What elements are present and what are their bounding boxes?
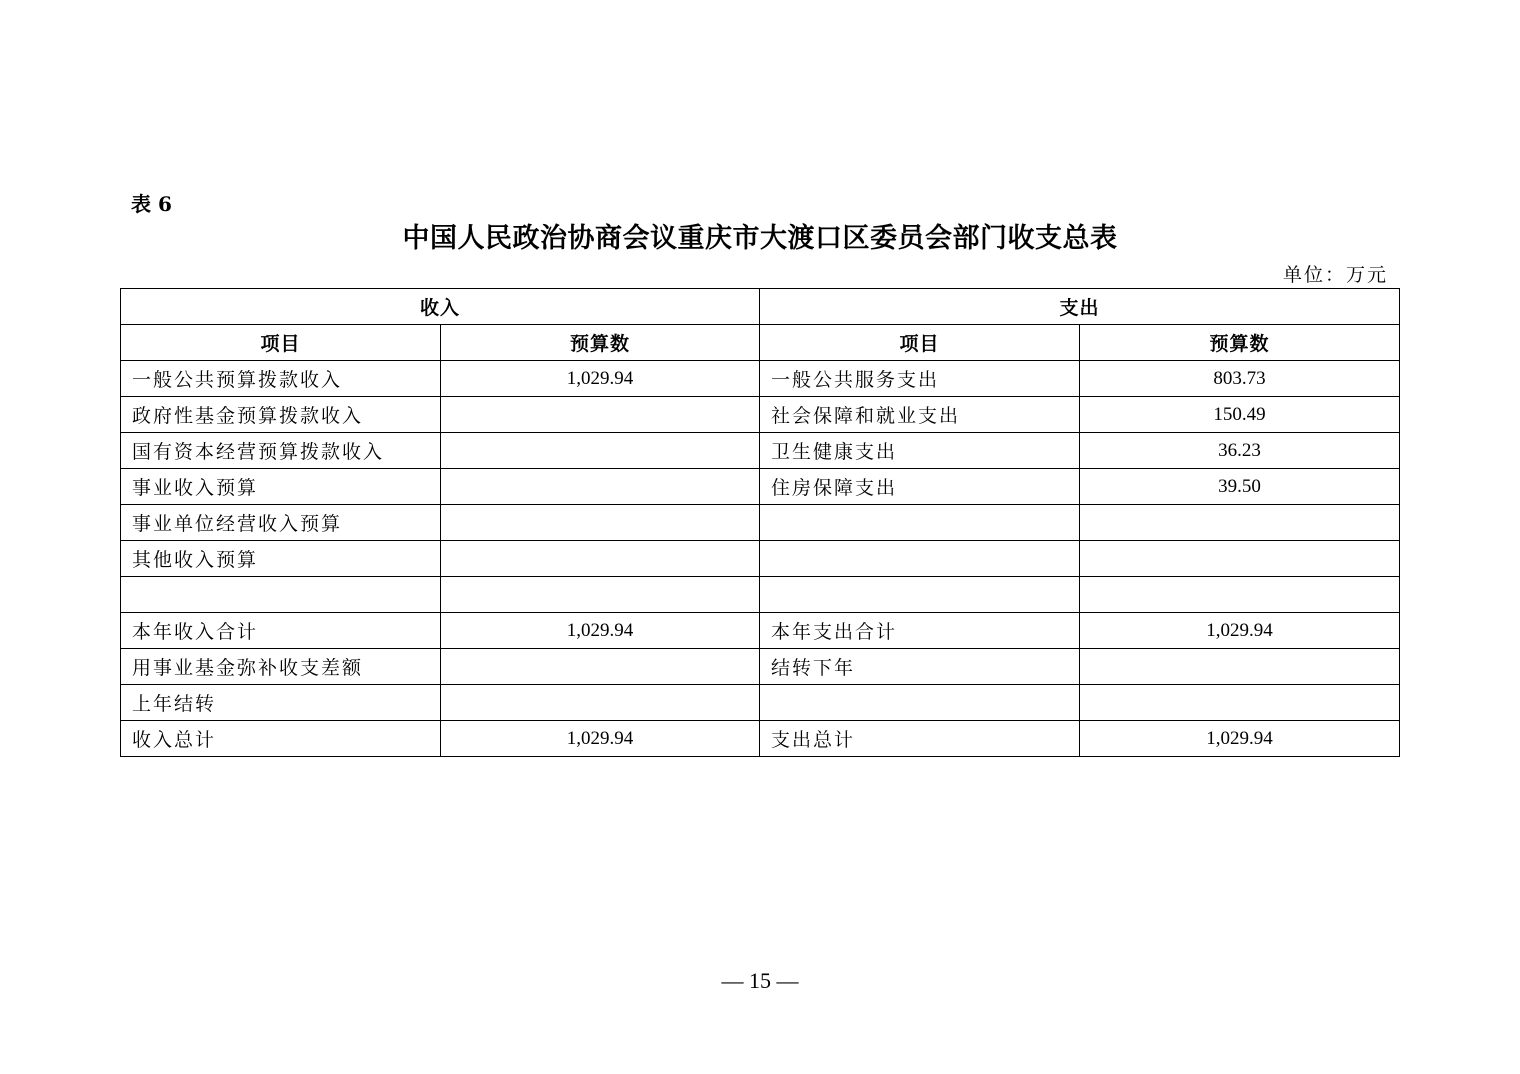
table-row (121, 505, 1400, 541)
expense-section-header: 支出 (760, 289, 1400, 325)
expense-value-cell: 150.49 (1080, 397, 1400, 433)
expense-item-cell (760, 541, 1080, 577)
income-value-cell (441, 577, 760, 613)
expense-budget-header: 预算数 (1080, 325, 1400, 361)
income-budget-header: 预算数 (441, 325, 760, 361)
income-value-cell: 1,029.94 (441, 613, 760, 649)
income-item-cell: 上年结转 (121, 685, 441, 721)
table-row (121, 433, 1400, 469)
expense-item-cell: 本年支出合计 (760, 613, 1080, 649)
expense-value-cell (1080, 577, 1400, 613)
income-value-cell (441, 469, 760, 505)
column-header-row (121, 325, 1400, 361)
income-item-cell: 本年收入合计 (121, 613, 441, 649)
section-header-row (121, 289, 1400, 325)
expense-item-cell (760, 577, 1080, 613)
unit-label: 单位：万元 (1282, 264, 1388, 286)
table-label: 表 6 (131, 192, 172, 216)
budget-table (120, 288, 1400, 757)
expense-item-cell: 支出总计 (760, 721, 1080, 757)
income-item-cell: 事业单位经营收入预算 (121, 505, 441, 541)
income-item-cell: 收入总计 (121, 721, 441, 757)
income-value-cell (441, 541, 760, 577)
budget-table-body (121, 289, 1400, 757)
expense-value-cell (1080, 649, 1400, 685)
expense-value-cell: 39.50 (1080, 469, 1400, 505)
income-value-cell: 1,029.94 (441, 721, 760, 757)
page-title: 中国人民政治协商会议重庆市大渡口区委员会部门收支总表 (402, 223, 1118, 254)
expense-value-cell (1080, 685, 1400, 721)
income-item-cell: 一般公共预算拨款收入 (121, 361, 441, 397)
expense-value-cell: 803.73 (1080, 361, 1400, 397)
table-row (121, 469, 1400, 505)
page-number: — 15 — (721, 968, 799, 993)
expense-item-cell: 住房保障支出 (760, 469, 1080, 505)
expense-value-cell: 1,029.94 (1080, 613, 1400, 649)
income-section-header: 收入 (121, 289, 760, 325)
table-row (121, 397, 1400, 433)
table-row (121, 613, 1400, 649)
expense-item-cell: 结转下年 (760, 649, 1080, 685)
income-value-cell (441, 433, 760, 469)
expense-value-cell (1080, 541, 1400, 577)
income-value-cell: 1,029.94 (441, 361, 760, 397)
income-item-cell: 用事业基金弥补收支差额 (121, 649, 441, 685)
table-row (121, 685, 1400, 721)
income-item-cell: 国有资本经营预算拨款收入 (121, 433, 441, 469)
table-row (121, 649, 1400, 685)
income-item-header: 项目 (121, 325, 441, 361)
expense-value-cell: 1,029.94 (1080, 721, 1400, 757)
income-item-cell: 其他收入预算 (121, 541, 441, 577)
income-value-cell (441, 505, 760, 541)
expense-item-cell: 一般公共服务支出 (760, 361, 1080, 397)
expense-value-cell: 36.23 (1080, 433, 1400, 469)
income-item-cell (121, 577, 441, 613)
expense-item-cell: 卫生健康支出 (760, 433, 1080, 469)
expense-item-cell (760, 685, 1080, 721)
table-row (121, 541, 1400, 577)
income-item-cell: 政府性基金预算拨款收入 (121, 397, 441, 433)
expense-item-cell (760, 505, 1080, 541)
expense-item-header: 项目 (760, 325, 1080, 361)
table-row (121, 721, 1400, 757)
table-row (121, 361, 1400, 397)
expense-value-cell (1080, 505, 1400, 541)
expense-item-cell: 社会保障和就业支出 (760, 397, 1080, 433)
income-value-cell (441, 649, 760, 685)
income-value-cell (441, 685, 760, 721)
table-row (121, 577, 1400, 613)
income-value-cell (441, 397, 760, 433)
income-item-cell: 事业收入预算 (121, 469, 441, 505)
